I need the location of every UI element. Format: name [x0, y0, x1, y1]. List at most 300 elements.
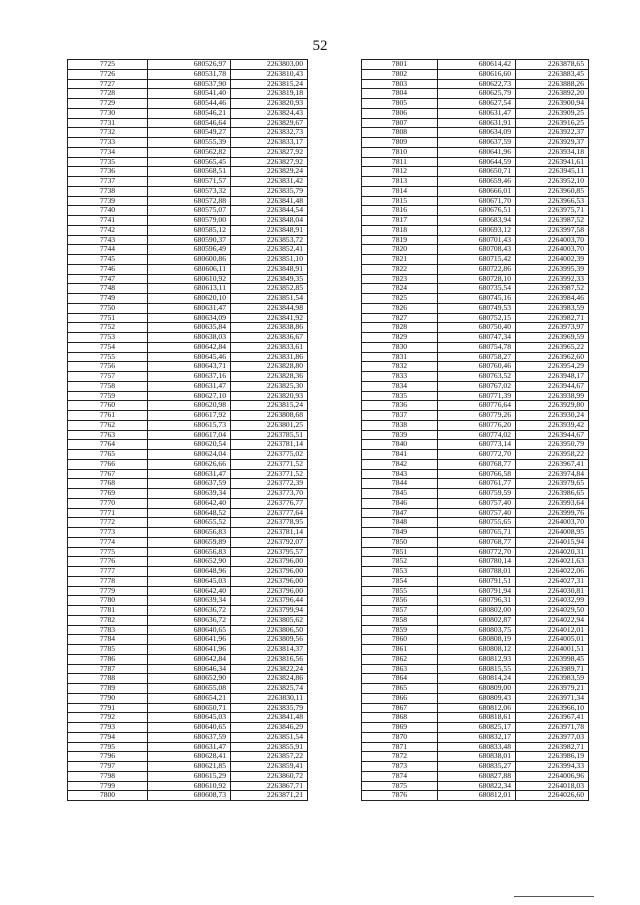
x-coordinate-cell: 680620,98 — [148, 401, 231, 411]
point-number-cell: 7801 — [362, 60, 438, 70]
table-row — [362, 625, 589, 635]
x-coordinate-cell: 680648,96 — [148, 567, 231, 577]
point-number-cell: 7740 — [68, 206, 148, 216]
point-number-cell: 7814 — [362, 186, 438, 196]
y-coordinate-cell: 2263986,65 — [516, 489, 589, 499]
y-coordinate-cell: 2263973,97 — [516, 323, 589, 333]
table-row — [362, 674, 589, 684]
x-coordinate-cell: 680754,78 — [438, 342, 516, 352]
y-coordinate-cell: 2263995,39 — [516, 264, 589, 274]
y-coordinate-cell: 2263987,52 — [516, 284, 589, 294]
y-coordinate-cell: 2263775,02 — [231, 450, 308, 460]
y-coordinate-cell: 2263984,46 — [516, 294, 589, 304]
y-coordinate-cell: 2263888,26 — [516, 79, 589, 89]
point-number-cell: 7790 — [68, 693, 148, 703]
y-coordinate-cell: 2263824,43 — [231, 108, 308, 118]
x-coordinate-cell: 680838,01 — [438, 752, 516, 762]
y-coordinate-cell: 2263841,92 — [231, 313, 308, 323]
point-number-cell: 7757 — [68, 372, 148, 382]
y-coordinate-cell: 2264026,60 — [516, 791, 589, 801]
y-coordinate-cell: 2263806,50 — [231, 625, 308, 635]
x-coordinate-cell: 680616,60 — [438, 69, 516, 79]
x-coordinate-cell: 680642,84 — [148, 654, 231, 664]
x-coordinate-cell: 680650,71 — [148, 703, 231, 713]
y-coordinate-cell: 2263808,68 — [231, 411, 308, 421]
y-coordinate-cell: 2263852,41 — [231, 245, 308, 255]
y-coordinate-cell: 2264029,50 — [516, 606, 589, 616]
x-coordinate-cell: 680735,54 — [438, 284, 516, 294]
y-coordinate-cell: 2263851,54 — [231, 732, 308, 742]
y-coordinate-cell: 2263827,92 — [231, 147, 308, 157]
point-number-cell: 7755 — [68, 352, 148, 362]
table-row — [68, 674, 308, 684]
table-row — [362, 362, 589, 372]
point-number-cell: 7796 — [68, 752, 148, 762]
table-row — [362, 264, 589, 274]
x-coordinate-cell: 680791,94 — [438, 586, 516, 596]
y-coordinate-cell: 2263993,64 — [516, 498, 589, 508]
point-number-cell: 7749 — [68, 294, 148, 304]
table-row — [68, 372, 308, 382]
point-number-cell: 7838 — [362, 420, 438, 430]
point-number-cell: 7859 — [362, 625, 438, 635]
table-row — [68, 547, 308, 557]
x-coordinate-cell: 680763,52 — [438, 372, 516, 382]
point-number-cell: 7738 — [68, 186, 148, 196]
table-row — [68, 362, 308, 372]
table-row — [362, 586, 589, 596]
point-number-cell: 7752 — [68, 323, 148, 333]
x-coordinate-cell: 680827,88 — [438, 771, 516, 781]
table-row — [68, 69, 308, 79]
point-number-cell: 7857 — [362, 606, 438, 616]
table-row — [362, 147, 589, 157]
y-coordinate-cell: 2263860,72 — [231, 771, 308, 781]
x-coordinate-cell: 680641,96 — [148, 645, 231, 655]
y-coordinate-cell: 2263977,03 — [516, 732, 589, 742]
table-row — [362, 79, 589, 89]
y-coordinate-cell: 2263966,10 — [516, 703, 589, 713]
y-coordinate-cell: 2264027,31 — [516, 576, 589, 586]
table-row — [362, 128, 589, 138]
table-row — [68, 596, 308, 606]
table-row — [362, 420, 589, 430]
point-number-cell: 7771 — [68, 508, 148, 518]
point-number-cell: 7869 — [362, 723, 438, 733]
x-coordinate-cell: 680833,48 — [438, 742, 516, 752]
table-row — [68, 411, 308, 421]
point-number-cell: 7776 — [68, 557, 148, 567]
x-coordinate-cell: 680537,90 — [148, 79, 231, 89]
x-coordinate-cell: 680655,08 — [148, 684, 231, 694]
table-row — [362, 401, 589, 411]
table-row — [68, 781, 308, 791]
point-number-cell: 7840 — [362, 440, 438, 450]
y-coordinate-cell: 2263836,67 — [231, 333, 308, 343]
table-row — [68, 60, 308, 70]
table-row — [68, 216, 308, 226]
table-row — [68, 586, 308, 596]
table-row — [362, 742, 589, 752]
point-number-cell: 7753 — [68, 333, 148, 343]
x-coordinate-cell: 680772,70 — [438, 547, 516, 557]
x-coordinate-cell: 680765,71 — [438, 528, 516, 538]
point-number-cell: 7820 — [362, 245, 438, 255]
x-coordinate-cell: 680701,43 — [438, 235, 516, 245]
x-coordinate-cell: 680606,11 — [148, 264, 231, 274]
y-coordinate-cell: 2263815,24 — [231, 79, 308, 89]
point-number-cell: 7834 — [362, 381, 438, 391]
x-coordinate-cell: 680636,72 — [148, 615, 231, 625]
y-coordinate-cell: 2263822,24 — [231, 664, 308, 674]
table-row — [362, 99, 589, 109]
x-coordinate-cell: 680766,58 — [438, 469, 516, 479]
y-coordinate-cell: 2263967,41 — [516, 459, 589, 469]
x-coordinate-cell: 680640,65 — [148, 625, 231, 635]
x-coordinate-cell: 680747,34 — [438, 333, 516, 343]
x-coordinate-cell: 680648,52 — [148, 508, 231, 518]
x-coordinate-cell: 680639,34 — [148, 596, 231, 606]
y-coordinate-cell: 2263825,30 — [231, 381, 308, 391]
table-row — [68, 469, 308, 479]
point-number-cell: 7764 — [68, 440, 148, 450]
x-coordinate-cell: 680626,66 — [148, 459, 231, 469]
point-number-cell: 7803 — [362, 79, 438, 89]
point-number-cell: 7756 — [68, 362, 148, 372]
y-coordinate-cell: 2263944,67 — [516, 381, 589, 391]
y-coordinate-cell: 2264030,81 — [516, 586, 589, 596]
point-number-cell: 7802 — [362, 69, 438, 79]
y-coordinate-cell: 2263945,11 — [516, 167, 589, 177]
table-row — [68, 615, 308, 625]
point-number-cell: 7828 — [362, 323, 438, 333]
y-coordinate-cell: 2263778,95 — [231, 518, 308, 528]
table-row — [362, 303, 589, 313]
y-coordinate-cell: 2263871,21 — [231, 791, 308, 801]
table-row — [68, 723, 308, 733]
x-coordinate-cell: 680791,51 — [438, 576, 516, 586]
point-number-cell: 7837 — [362, 411, 438, 421]
y-coordinate-cell: 2263916,25 — [516, 118, 589, 128]
point-number-cell: 7868 — [362, 713, 438, 723]
point-number-cell: 7772 — [68, 518, 148, 528]
point-number-cell: 7856 — [362, 596, 438, 606]
point-number-cell: 7823 — [362, 274, 438, 284]
table-row — [362, 615, 589, 625]
y-coordinate-cell: 2263825,74 — [231, 684, 308, 694]
x-coordinate-cell: 680825,17 — [438, 723, 516, 733]
point-number-cell: 7761 — [68, 411, 148, 421]
table-row — [362, 274, 589, 284]
y-coordinate-cell: 2264012,01 — [516, 625, 589, 635]
table-row — [68, 625, 308, 635]
x-coordinate-cell: 680634,09 — [148, 313, 231, 323]
y-coordinate-cell: 2263987,52 — [516, 216, 589, 226]
point-number-cell: 7754 — [68, 342, 148, 352]
point-number-cell: 7741 — [68, 216, 148, 226]
point-number-cell: 7758 — [68, 381, 148, 391]
x-coordinate-cell: 680768,77 — [438, 537, 516, 547]
table-row — [68, 264, 308, 274]
table-row — [362, 518, 589, 528]
y-coordinate-cell: 2263883,45 — [516, 69, 589, 79]
x-coordinate-cell: 680779,26 — [438, 411, 516, 421]
table-row — [68, 108, 308, 118]
y-coordinate-cell: 2263777,64 — [231, 508, 308, 518]
y-coordinate-cell: 2263859,41 — [231, 762, 308, 772]
x-coordinate-cell: 680656,83 — [148, 547, 231, 557]
table-row — [68, 177, 308, 187]
y-coordinate-cell: 2263848,04 — [231, 216, 308, 226]
point-number-cell: 7821 — [362, 255, 438, 265]
x-coordinate-cell: 680613,11 — [148, 284, 231, 294]
y-coordinate-cell: 2263971,34 — [516, 693, 589, 703]
y-coordinate-cell: 2264002,39 — [516, 255, 589, 265]
point-number-cell: 7794 — [68, 732, 148, 742]
y-coordinate-cell: 2263909,25 — [516, 108, 589, 118]
point-number-cell: 7774 — [68, 537, 148, 547]
point-number-cell: 7765 — [68, 450, 148, 460]
y-coordinate-cell: 2263844,98 — [231, 303, 308, 313]
y-coordinate-cell: 2263857,22 — [231, 752, 308, 762]
x-coordinate-cell: 680666,01 — [438, 186, 516, 196]
table-row — [68, 245, 308, 255]
point-number-cell: 7847 — [362, 508, 438, 518]
point-number-cell: 7874 — [362, 771, 438, 781]
x-coordinate-cell: 680767,02 — [438, 381, 516, 391]
point-number-cell: 7747 — [68, 274, 148, 284]
y-coordinate-cell: 2263796,00 — [231, 557, 308, 567]
x-coordinate-cell: 680614,42 — [438, 60, 516, 70]
x-coordinate-cell: 680656,83 — [148, 528, 231, 538]
y-coordinate-cell: 2264001,51 — [516, 645, 589, 655]
y-coordinate-cell: 2263781,14 — [231, 440, 308, 450]
y-coordinate-cell: 2263855,91 — [231, 742, 308, 752]
table-row — [68, 128, 308, 138]
point-number-cell: 7729 — [68, 99, 148, 109]
y-coordinate-cell: 2263801,25 — [231, 420, 308, 430]
point-number-cell: 7846 — [362, 498, 438, 508]
table-row — [362, 713, 589, 723]
y-coordinate-cell: 2263960,85 — [516, 186, 589, 196]
x-coordinate-cell: 680590,37 — [148, 235, 231, 245]
point-number-cell: 7839 — [362, 430, 438, 440]
point-number-cell: 7743 — [68, 235, 148, 245]
x-coordinate-cell: 680671,70 — [438, 196, 516, 206]
point-number-cell: 7739 — [68, 196, 148, 206]
x-coordinate-cell: 680757,40 — [438, 508, 516, 518]
table-row — [68, 742, 308, 752]
table-row — [362, 430, 589, 440]
point-number-cell: 7806 — [362, 108, 438, 118]
table-row — [68, 489, 308, 499]
point-number-cell: 7812 — [362, 167, 438, 177]
x-coordinate-cell: 680641,96 — [148, 635, 231, 645]
table-row — [362, 664, 589, 674]
table-row — [68, 713, 308, 723]
table-row — [362, 157, 589, 167]
x-coordinate-cell: 680758,27 — [438, 352, 516, 362]
x-coordinate-cell: 680631,47 — [438, 108, 516, 118]
x-coordinate-cell: 680571,57 — [148, 177, 231, 187]
y-coordinate-cell: 2263934,18 — [516, 147, 589, 157]
table-row — [68, 479, 308, 489]
point-number-cell: 7746 — [68, 264, 148, 274]
table-row — [68, 225, 308, 235]
x-coordinate-cell: 680549,27 — [148, 128, 231, 138]
point-number-cell: 7734 — [68, 147, 148, 157]
table-row — [362, 381, 589, 391]
x-coordinate-cell: 680562,82 — [148, 147, 231, 157]
x-coordinate-cell: 680749,53 — [438, 303, 516, 313]
x-coordinate-cell: 680645,46 — [148, 352, 231, 362]
x-coordinate-cell: 680615,29 — [148, 771, 231, 781]
table-row — [68, 664, 308, 674]
table-row — [68, 567, 308, 577]
table-row — [362, 352, 589, 362]
x-coordinate-cell: 680759,59 — [438, 489, 516, 499]
y-coordinate-cell: 2263979,21 — [516, 684, 589, 694]
table-row — [68, 274, 308, 284]
point-number-cell: 7725 — [68, 60, 148, 70]
point-number-cell: 7822 — [362, 264, 438, 274]
point-number-cell: 7767 — [68, 469, 148, 479]
point-number-cell: 7792 — [68, 713, 148, 723]
y-coordinate-cell: 2263796,00 — [231, 576, 308, 586]
table-row — [68, 381, 308, 391]
y-coordinate-cell: 2263994,33 — [516, 762, 589, 772]
point-number-cell: 7775 — [68, 547, 148, 557]
y-coordinate-cell: 2263820,93 — [231, 99, 308, 109]
y-coordinate-cell: 2263867,71 — [231, 781, 308, 791]
table-row — [68, 186, 308, 196]
table-row — [68, 498, 308, 508]
table-row — [68, 303, 308, 313]
y-coordinate-cell: 2263929,80 — [516, 401, 589, 411]
point-number-cell: 7769 — [68, 489, 148, 499]
point-number-cell: 7831 — [362, 352, 438, 362]
point-number-cell: 7841 — [362, 450, 438, 460]
y-coordinate-cell: 2263841,48 — [231, 196, 308, 206]
table-row — [362, 459, 589, 469]
x-coordinate-cell: 680620,10 — [148, 294, 231, 304]
point-number-cell: 7862 — [362, 654, 438, 664]
x-coordinate-cell: 680650,71 — [438, 167, 516, 177]
table-row — [362, 791, 589, 801]
table-row — [362, 196, 589, 206]
y-coordinate-cell: 2263979,65 — [516, 479, 589, 489]
x-coordinate-cell: 680645,03 — [148, 713, 231, 723]
table-row — [362, 391, 589, 401]
y-coordinate-cell: 2264022,94 — [516, 615, 589, 625]
table-row — [362, 216, 589, 226]
x-coordinate-cell: 680568,51 — [148, 167, 231, 177]
table-row — [68, 206, 308, 216]
point-number-cell: 7853 — [362, 567, 438, 577]
table-row — [362, 479, 589, 489]
x-coordinate-cell: 680627,10 — [148, 391, 231, 401]
table-row — [68, 576, 308, 586]
x-coordinate-cell: 680639,34 — [148, 489, 231, 499]
x-coordinate-cell: 680832,17 — [438, 732, 516, 742]
point-number-cell: 7777 — [68, 567, 148, 577]
table-row — [68, 352, 308, 362]
point-number-cell: 7809 — [362, 138, 438, 148]
y-coordinate-cell: 2264022,06 — [516, 567, 589, 577]
x-coordinate-cell: 680642,40 — [148, 586, 231, 596]
y-coordinate-cell: 2263792,07 — [231, 537, 308, 547]
point-number-cell: 7835 — [362, 391, 438, 401]
x-coordinate-cell: 680760,46 — [438, 362, 516, 372]
table-row — [68, 654, 308, 664]
table-row — [68, 342, 308, 352]
point-number-cell: 7829 — [362, 333, 438, 343]
point-number-cell: 7804 — [362, 89, 438, 99]
table-row — [362, 235, 589, 245]
table-row — [68, 450, 308, 460]
point-number-cell: 7789 — [68, 684, 148, 694]
x-coordinate-cell: 680750,40 — [438, 323, 516, 333]
y-coordinate-cell: 2263827,92 — [231, 157, 308, 167]
y-coordinate-cell: 2263929,37 — [516, 138, 589, 148]
point-number-cell: 7865 — [362, 684, 438, 694]
point-number-cell: 7832 — [362, 362, 438, 372]
point-number-cell: 7797 — [68, 762, 148, 772]
x-coordinate-cell: 680575,07 — [148, 206, 231, 216]
y-coordinate-cell: 2263952,10 — [516, 177, 589, 187]
x-coordinate-cell: 680526,97 — [148, 60, 231, 70]
table-row — [362, 284, 589, 294]
table-row — [68, 752, 308, 762]
point-number-cell: 7779 — [68, 586, 148, 596]
table-row — [68, 294, 308, 304]
y-coordinate-cell: 2263974,84 — [516, 469, 589, 479]
x-coordinate-cell: 680638,03 — [148, 333, 231, 343]
table-row — [362, 498, 589, 508]
y-coordinate-cell: 2263776,77 — [231, 498, 308, 508]
table-row — [362, 469, 589, 479]
point-number-cell: 7863 — [362, 664, 438, 674]
y-coordinate-cell: 2263986,19 — [516, 752, 589, 762]
coordinates-table-left — [67, 59, 308, 801]
x-coordinate-cell: 680628,41 — [148, 752, 231, 762]
table-row — [362, 186, 589, 196]
table-row — [68, 459, 308, 469]
table-row — [68, 118, 308, 128]
y-coordinate-cell: 2263785,51 — [231, 430, 308, 440]
y-coordinate-cell: 2263838,86 — [231, 323, 308, 333]
table-row — [362, 411, 589, 421]
point-number-cell: 7818 — [362, 225, 438, 235]
y-coordinate-cell: 2263805,62 — [231, 615, 308, 625]
x-coordinate-cell: 680546,21 — [148, 108, 231, 118]
point-number-cell: 7808 — [362, 128, 438, 138]
y-coordinate-cell: 2263900,94 — [516, 99, 589, 109]
x-coordinate-cell: 680621,85 — [148, 762, 231, 772]
point-number-cell: 7748 — [68, 284, 148, 294]
point-number-cell: 7833 — [362, 372, 438, 382]
y-coordinate-cell: 2263982,71 — [516, 313, 589, 323]
x-coordinate-cell: 680627,54 — [438, 99, 516, 109]
y-coordinate-cell: 2263983,59 — [516, 674, 589, 684]
table-row — [362, 752, 589, 762]
point-number-cell: 7745 — [68, 255, 148, 265]
x-coordinate-cell: 680812,06 — [438, 703, 516, 713]
table-row — [68, 440, 308, 450]
table-row — [362, 89, 589, 99]
point-number-cell: 7766 — [68, 459, 148, 469]
point-number-cell: 7827 — [362, 313, 438, 323]
